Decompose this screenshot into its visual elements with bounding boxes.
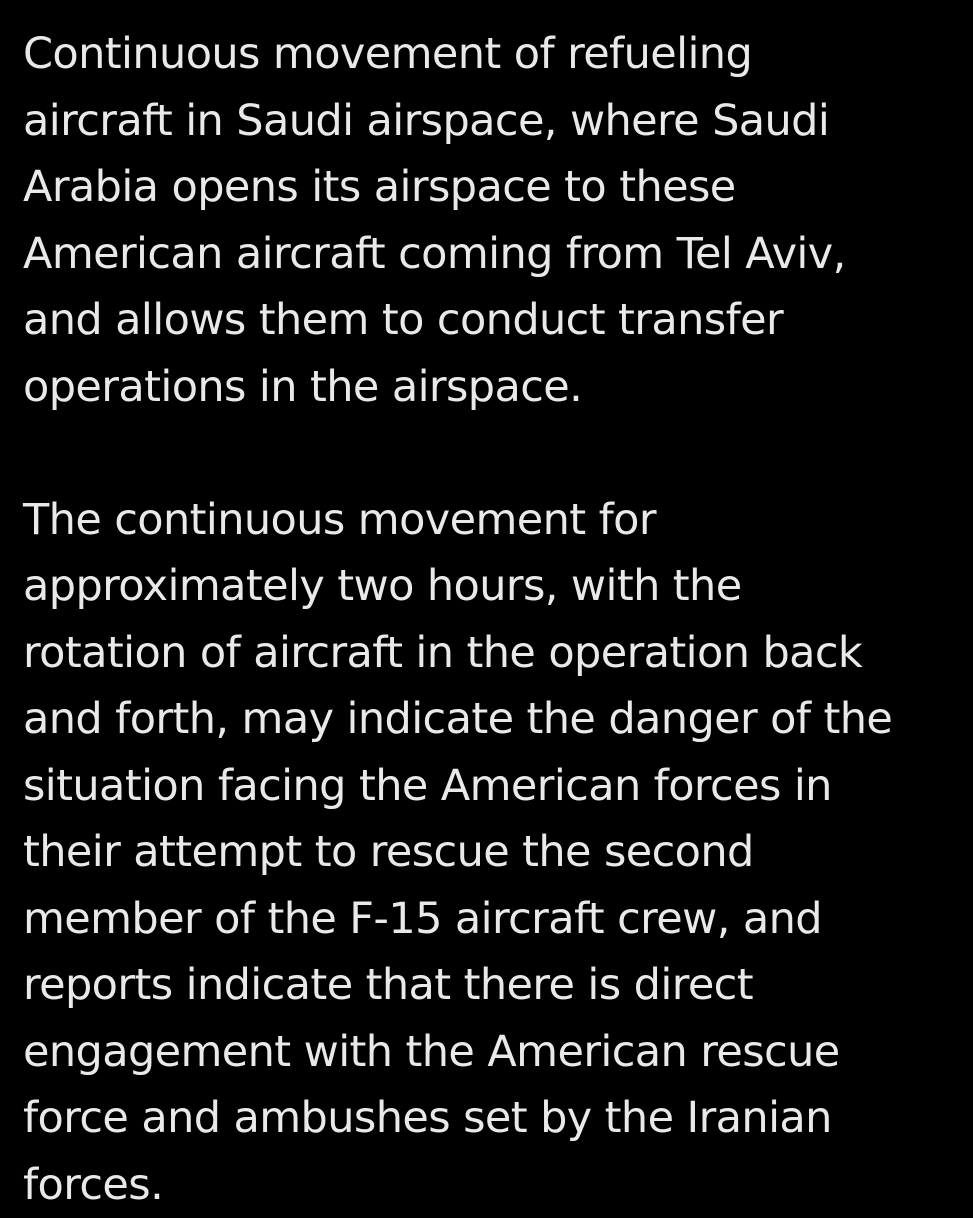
post-paragraph-1: Continuous movement of refueling aircraft in Saudi airspace, where Saudi Arabia opens its airspace to these American aircraft coming from Tel Aviv, and allows them to conduct transfer operations in the airspace. (23, 21, 963, 420)
paragraph-spacer (23, 420, 963, 487)
post-paragraph-2: The continuous movement for approximately two hours, with the rotation of aircraft in the operation back and forth, may indicate the danger of the situation facing the American forces in their attempt to rescue the second member of the F-15 aircraft crew, and reports indicate that there is direct engagement with the American rescue force and ambushes set by the Iranian forces. (23, 487, 963, 1218)
post-text-body (23, 21, 963, 1218)
